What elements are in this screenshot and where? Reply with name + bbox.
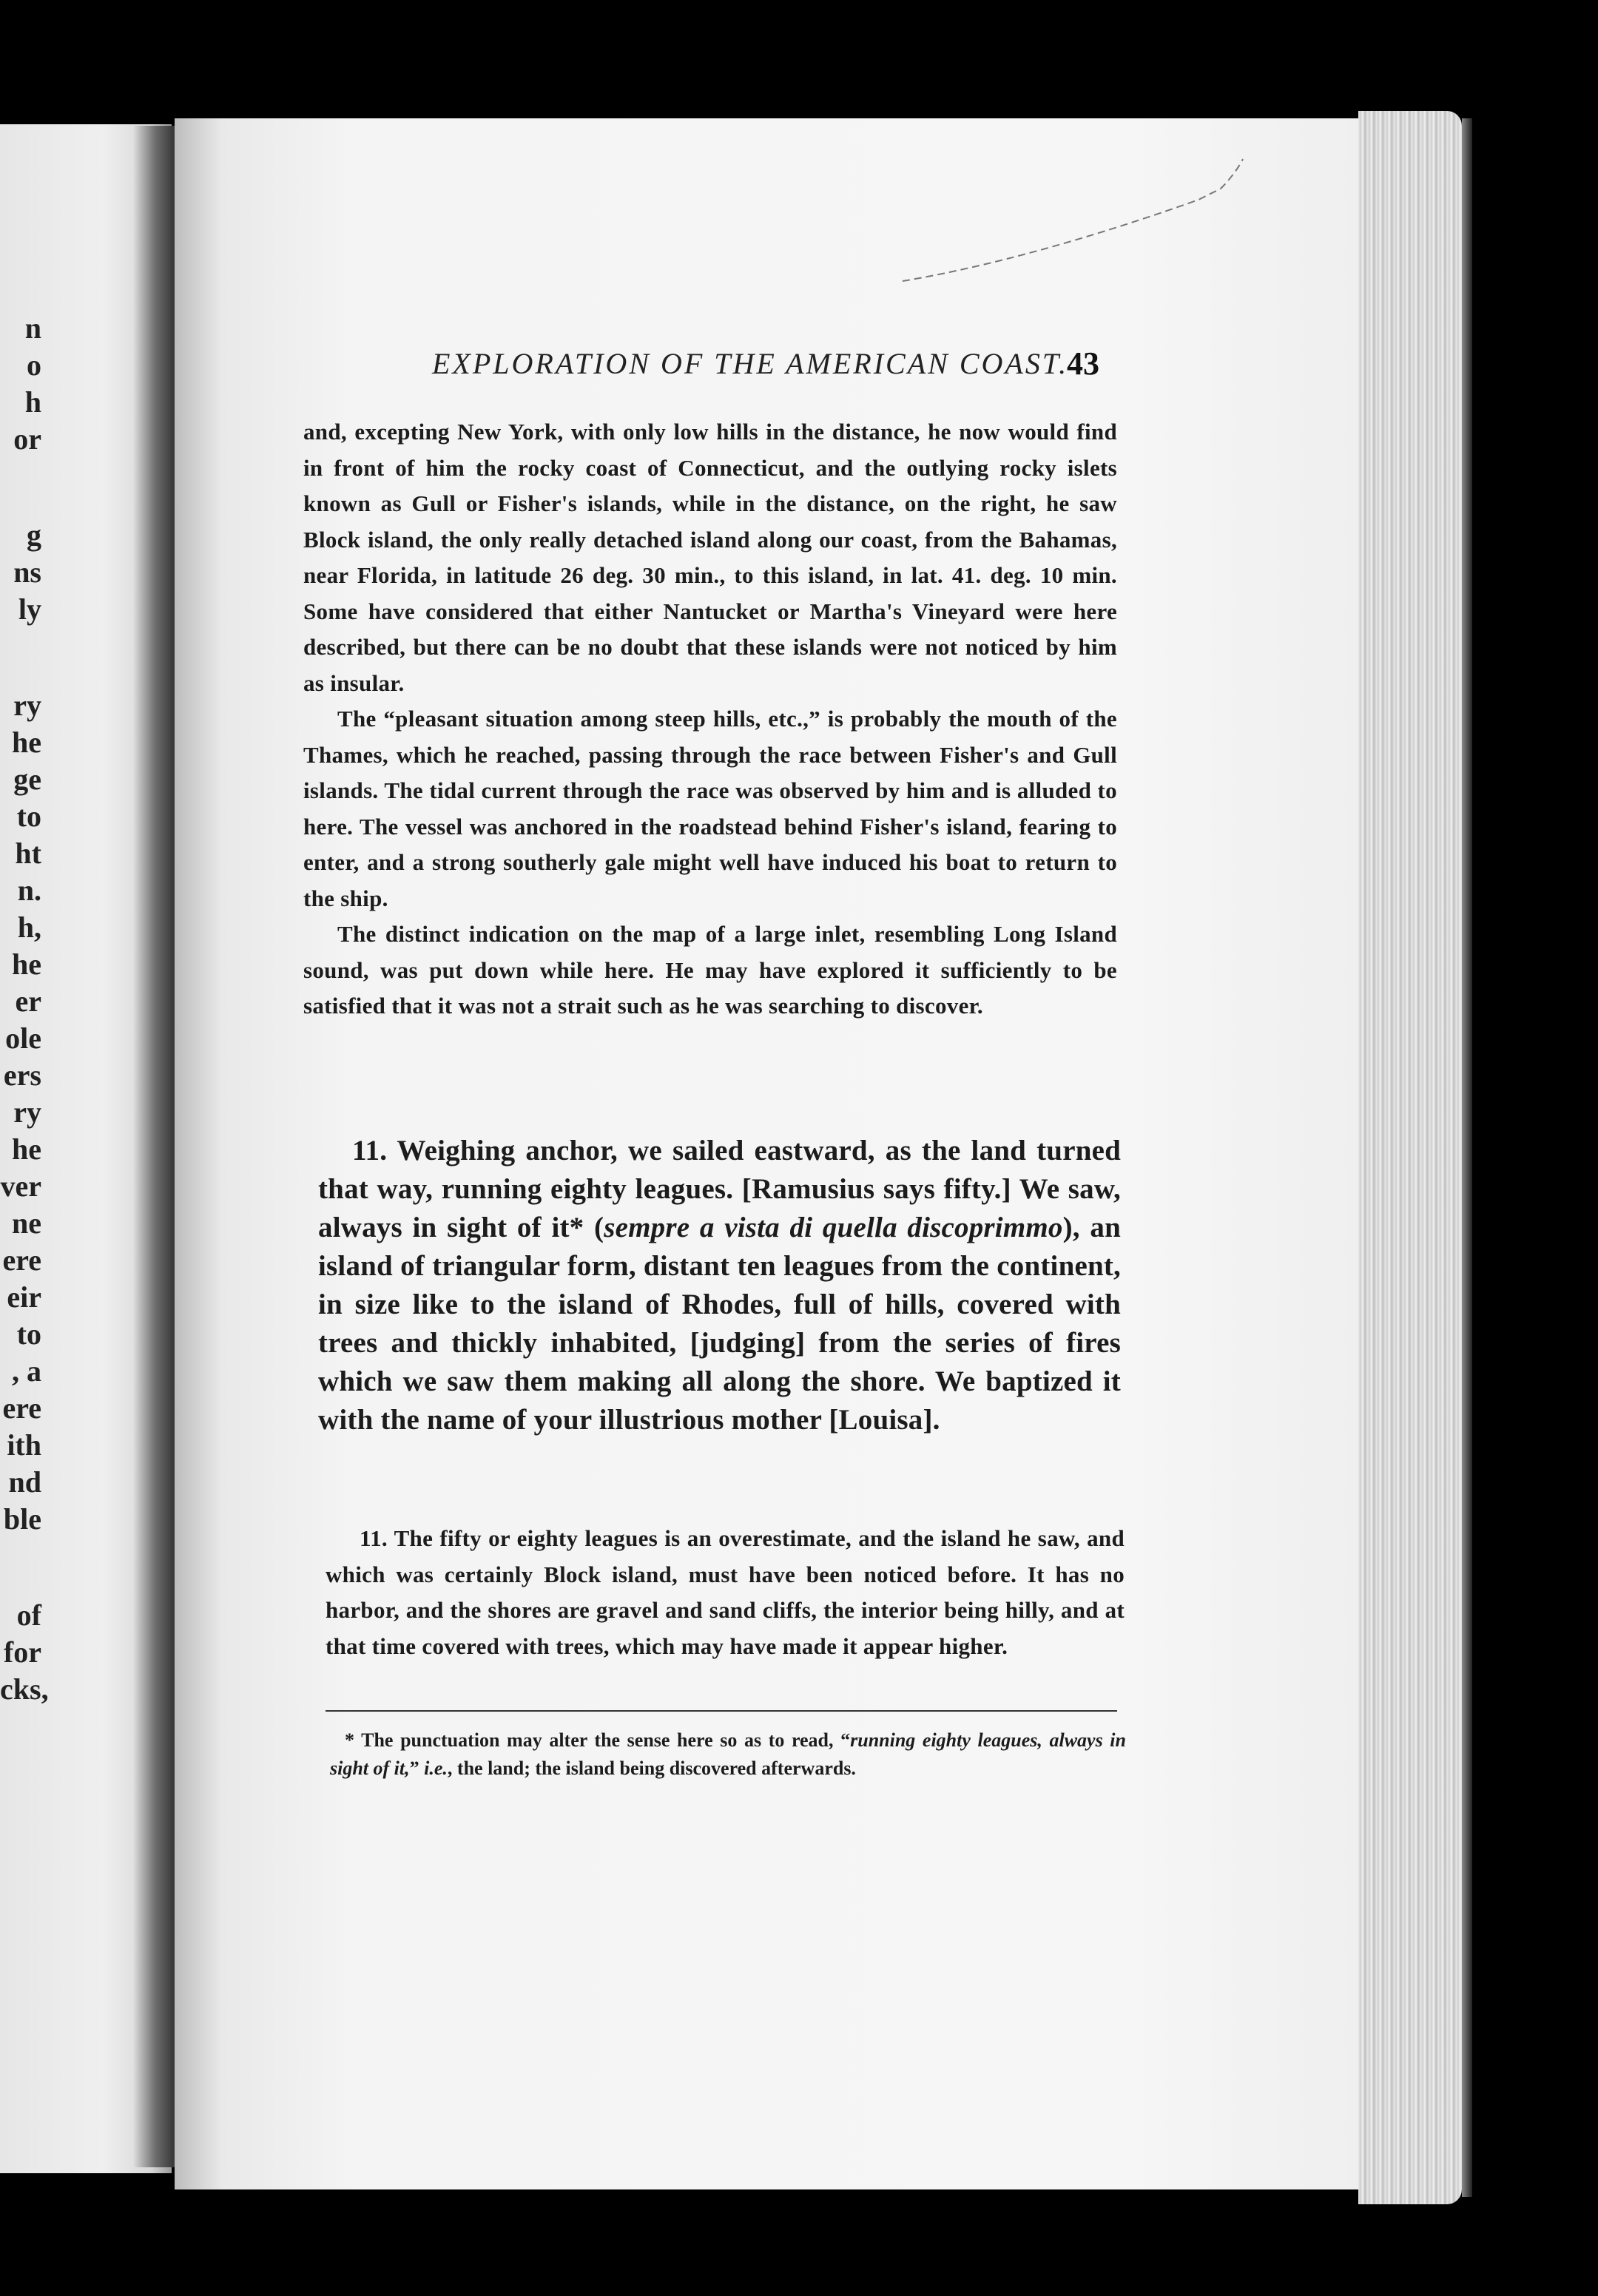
left-page-line-fragment: or bbox=[13, 422, 41, 456]
left-page-line-fragment: ble bbox=[3, 1502, 41, 1536]
left-page-line-fragment: n bbox=[24, 311, 41, 345]
left-page-line-fragment: ns bbox=[13, 556, 41, 589]
left-page-line-fragment: ge bbox=[13, 763, 41, 796]
translation-paragraph bbox=[318, 1132, 1121, 1439]
footnote-text: ” bbox=[409, 1758, 425, 1779]
left-page-line-fragment: ole bbox=[5, 1022, 41, 1055]
left-page-line-fragment: for bbox=[3, 1635, 41, 1669]
left-page-line-fragment: ht bbox=[15, 837, 41, 870]
footnote-italic: running eighty leagues, always in sight of it, bbox=[330, 1729, 1126, 1779]
left-page-line-fragment: eir bbox=[7, 1280, 41, 1314]
left-page-line-fragment: h bbox=[24, 385, 41, 419]
running-header: EXPLORATION OF THE AMERICAN COAST. bbox=[432, 347, 1069, 380]
left-page-line-fragment: ne bbox=[12, 1206, 41, 1240]
left-page-line-fragment: he bbox=[12, 948, 41, 981]
left-page-line-fragment: o bbox=[27, 348, 41, 382]
left-page-line-fragment: g bbox=[27, 519, 41, 552]
footnote bbox=[330, 1726, 1126, 1783]
left-page-line-fragment: ly bbox=[18, 592, 41, 626]
left-page-line-fragment: ere bbox=[2, 1391, 41, 1425]
footnote-italic: i.e. bbox=[424, 1758, 448, 1779]
page-edges bbox=[1358, 111, 1462, 2204]
italian-quote: sempre a vista di quella discoprimmo bbox=[604, 1212, 1063, 1243]
left-page-line-fragment: er bbox=[15, 985, 41, 1018]
left-page-line-fragment: ere bbox=[2, 1243, 41, 1277]
left-page-line-fragment: he bbox=[12, 1132, 41, 1166]
footnote-text: , the land; the island being discovered afterwards. bbox=[447, 1758, 856, 1779]
paragraph: 11. The fifty or eighty leagues is an overestimate, and the island he saw, and which was certainly Block island, must have been noticed before. It has no harbor, and the shores are gravel and sand cliffs, the interior being hilly, and at that time covered with trees, which may have made it appear higher. bbox=[326, 1525, 1125, 1659]
pencil-mark bbox=[903, 155, 1250, 288]
paragraph: and, excepting New York, with only low hills in the distance, he now would find in front of him the rocky coast of Connecticut, and the outlying rocky islets known as Gull or Fisher's islands, while in the distance, on the right, he saw Block island, the only really detached island along our coast, from the Bahamas, near Florida, in latitude 26 deg. 30 min., to this island, in lat. 41. deg. 10 min. Some have considered that either Nantucket or Martha's Vineyard were here described, but there can be no doubt that these islands were not noticed by him as insular. bbox=[303, 419, 1117, 696]
left-page-line-fragment: , a bbox=[12, 1354, 41, 1388]
left-page-line-fragment: ith bbox=[7, 1428, 41, 1462]
left-page-line-fragment: ver bbox=[0, 1169, 41, 1203]
left-page-line-fragment: to bbox=[16, 1317, 41, 1351]
left-page-line-fragment: n. bbox=[17, 874, 41, 907]
paragraph: The distinct indication on the map of a large inlet, resembling Long Island sound, was put down while here. He may have explored it sufficiently to be satisfied that it was not a strait such as he was searching to discover. bbox=[303, 921, 1117, 1019]
footnote-rule bbox=[326, 1710, 1117, 1712]
footnote-text: * The punctuation may alter the sense here so as to read, “ bbox=[345, 1729, 851, 1751]
page-number: 43 bbox=[1067, 345, 1099, 382]
commentary-block-2 bbox=[326, 1521, 1125, 1664]
left-page-line-fragment: to bbox=[16, 800, 41, 833]
translation-text: ), an island of triangular form, distant ten leagues from the continent, in size like to the island of Rhodes, full of hills, covered with trees and thickly inhabited, [judging] from the series of fires which we saw them making all along the shore. We baptized it with the name of your illustrious mother [Louisa]. bbox=[318, 1212, 1121, 1436]
translation-text: 11. Weighing anchor, we sailed eastward, as the land turned that way, running eighty leagues. [Ramusius says fifty.] We saw, always in sight of it* ( bbox=[318, 1135, 1121, 1243]
left-page-line-fragment: cks, bbox=[0, 1672, 49, 1706]
left-page-line-fragment: ry bbox=[13, 689, 41, 722]
left-page-line-fragment: of bbox=[16, 1598, 41, 1632]
commentary-block-1 bbox=[303, 414, 1117, 1024]
left-page-line-fragment: nd bbox=[8, 1465, 41, 1499]
translation-block bbox=[318, 1132, 1121, 1439]
left-page-line-fragment: he bbox=[12, 726, 41, 759]
paragraph: The “pleasant situation among steep hills, etc.,” is probably the mouth of the Thames, which he reached, passing through the race between Fisher's and Gull islands. The tidal current through the race was observed by him and is alluded to here. The vessel was anchored in the roadstead behind Fisher's island, fearing to enter, and a strong southerly gale might well have induced his boat to return to the ship. bbox=[303, 706, 1117, 911]
left-page-line-fragment: ry bbox=[13, 1095, 41, 1129]
left-page-line-fragment: ers bbox=[3, 1058, 41, 1092]
left-page-line-fragment: h, bbox=[17, 911, 41, 944]
